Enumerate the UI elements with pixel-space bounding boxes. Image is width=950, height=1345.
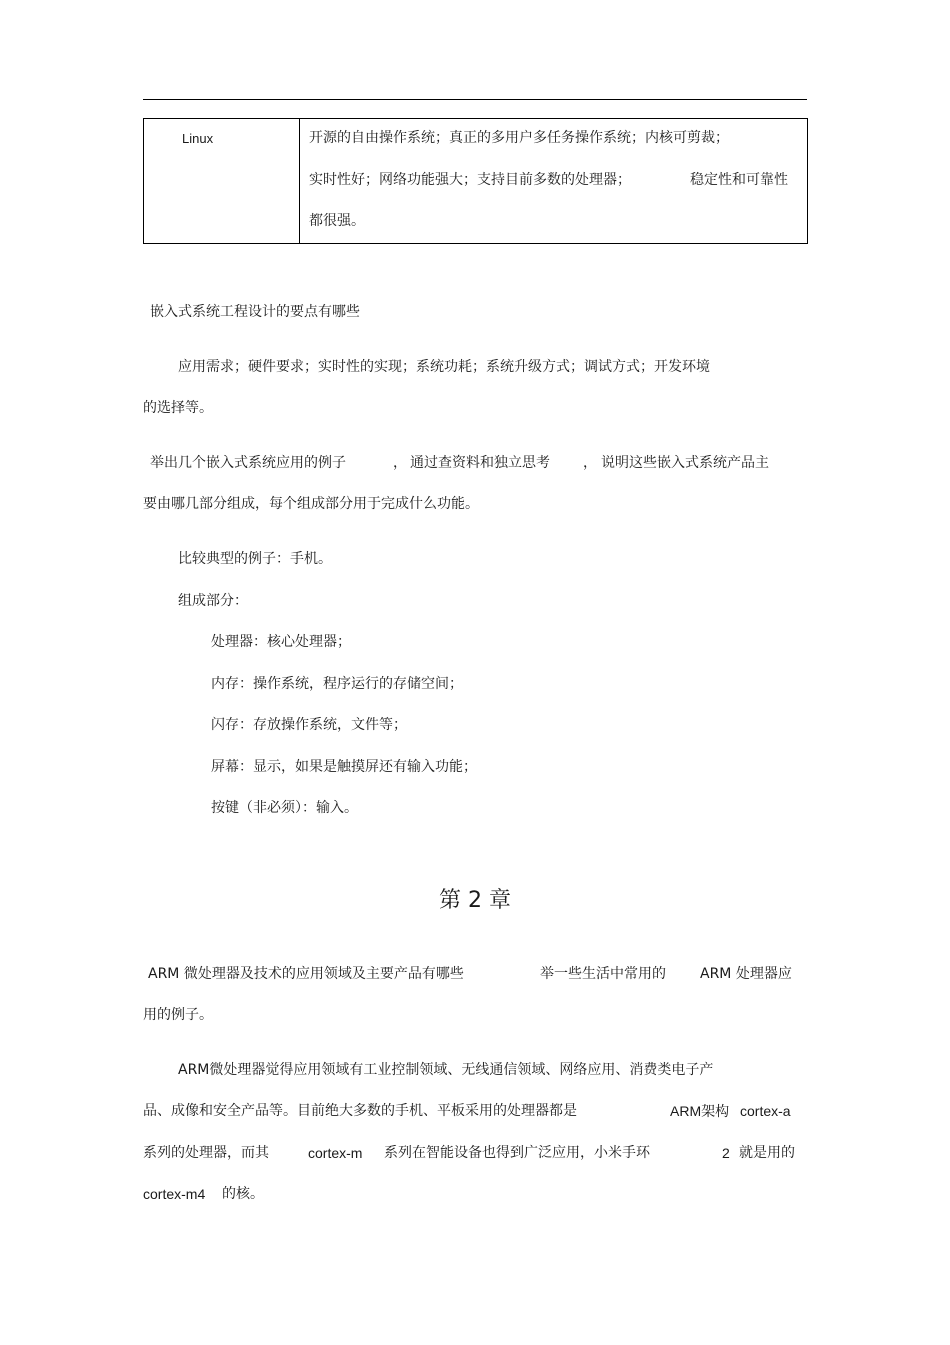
part-flash: 闪存：存放操作系统，文件等； xyxy=(211,717,407,733)
answer-arm-line-2: 品、成像和安全产品等。目前绝大多数的手机、平板采用的处理器都是 xyxy=(143,1103,577,1119)
answer-arm-line-4-end: 的核。 xyxy=(222,1186,264,1202)
answer-arm-line-3-part-3: 就是用的 xyxy=(739,1145,795,1161)
os-table xyxy=(143,118,808,244)
answer-arm-cortex-a: cortex-a xyxy=(740,1103,791,1119)
os-name-cell xyxy=(144,119,300,243)
os-desc-line-1: 开源的自由操作系统；真正的多用户多任务操作系统；内核可剪裁； xyxy=(309,130,729,146)
os-desc-line-2b: 稳定性和可靠性 xyxy=(690,172,788,188)
top-rule xyxy=(143,99,807,100)
os-desc-line-2: 实时性好；网络功能强大；支持目前多数的处理器； xyxy=(309,172,631,188)
answer-arm-band-2: 2 xyxy=(722,1145,730,1161)
question-examples-part-1: 举出几个嵌入式系统应用的例子 xyxy=(150,455,346,471)
answer-design-points-line-1: 应用需求；硬件要求；实时性的实现；系统功耗；系统升级方式；调试方式；开发环境 xyxy=(178,359,710,375)
question-arm-part-1: ARM 微处理器及技术的应用领域及主要产品有哪些 xyxy=(148,966,464,982)
chapter-heading: 第 2 章 xyxy=(439,888,511,913)
question-design-points: 嵌入式系统工程设计的要点有哪些 xyxy=(150,304,360,320)
question-examples-line-2: 要由哪几部分组成，每个组成部分用于完成什么功能。 xyxy=(143,496,479,512)
answer-arm-line-1: ARM微处理器觉得应用领域有工业控制领域、无线通信领域、网络应用、消费类电子产 xyxy=(178,1062,714,1078)
part-keys: 按键（非必须）：输入。 xyxy=(211,800,358,816)
part-memory: 内存：操作系统，程序运行的存储空间； xyxy=(211,676,463,692)
os-desc-line-3: 都很强。 xyxy=(309,213,365,229)
question-examples-comma-2: ， xyxy=(583,455,597,471)
part-processor: 处理器：核心处理器； xyxy=(211,634,351,650)
example-phone: 比较典型的例子：手机。 xyxy=(178,551,332,567)
question-examples-part-3: 说明这些嵌入式系统产品主 xyxy=(601,455,769,471)
question-arm-line-2: 用的例子。 xyxy=(143,1007,213,1023)
part-screen: 屏幕：显示，如果是触摸屏还有输入功能； xyxy=(211,759,477,775)
answer-design-points-line-2: 的选择等。 xyxy=(143,400,213,416)
question-arm-part-2: 举一些生活中常用的 xyxy=(540,966,666,982)
question-arm-part-3: ARM 处理器应 xyxy=(700,966,792,982)
answer-arm-cortex-m4: cortex-m4 xyxy=(143,1186,206,1202)
question-examples-comma-1: ， xyxy=(393,455,407,471)
question-examples-part-2: 通过查资料和独立思考 xyxy=(410,455,550,471)
parts-label: 组成部分： xyxy=(178,593,248,609)
answer-arm-line-3-part-1: 系列的处理器，而其 xyxy=(143,1145,269,1161)
answer-arm-cortex-m: cortex-m xyxy=(308,1145,363,1161)
answer-arm-line-3-part-2: 系列在智能设备也得到广泛应用，小米手环 xyxy=(384,1145,650,1161)
os-name: Linux xyxy=(182,131,214,146)
answer-arm-arch: ARM架构 xyxy=(670,1103,730,1119)
